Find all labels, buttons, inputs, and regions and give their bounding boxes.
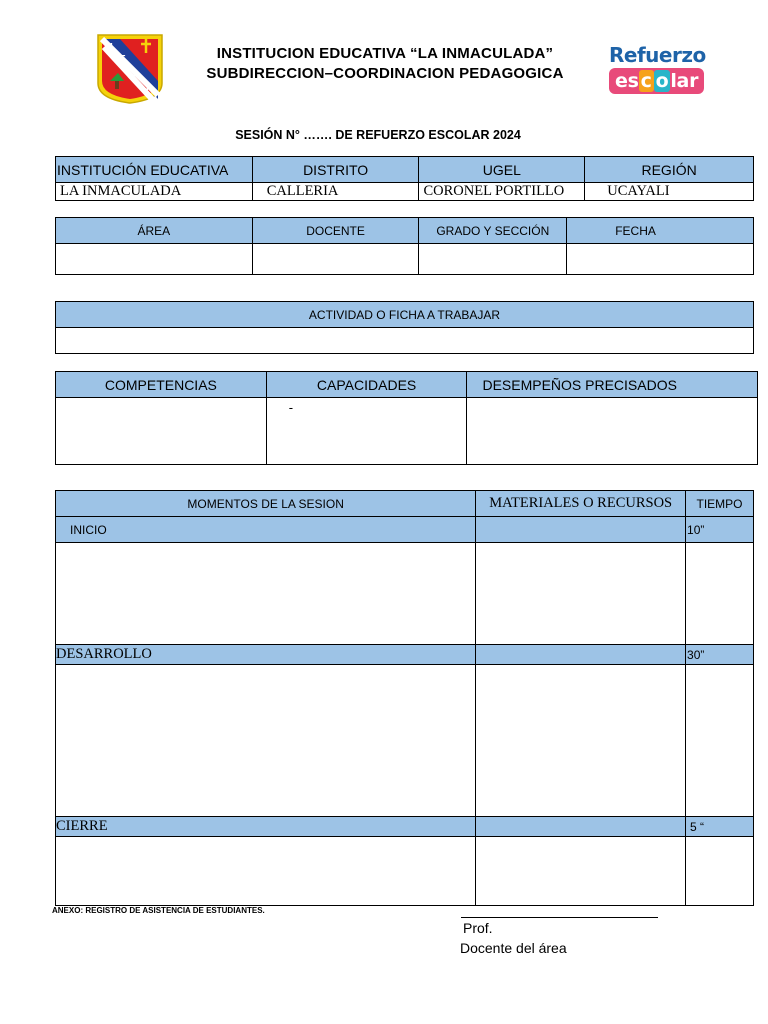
section-time-inicio: 10” <box>686 517 754 543</box>
docente-field[interactable] <box>252 244 419 275</box>
header-line-1: INSTITUCION EDUCATIVA “LA INMACULADA” <box>216 45 554 62</box>
school-crest-logo <box>96 33 164 105</box>
header-area: ÁREA <box>56 218 253 244</box>
header-materiales: MATERIALES O RECURSOS <box>476 491 686 517</box>
inicio-materiales-field[interactable] <box>476 543 686 645</box>
desempenos-field[interactable] <box>467 398 758 465</box>
header-desempenos: DESEMPEÑOS PRECISADOS <box>467 372 758 398</box>
section-time-cierre: 5 “ <box>686 817 754 837</box>
section-row-desarrollo <box>56 645 754 665</box>
section-label-desarrollo: DESARROLLO <box>56 645 476 665</box>
session-title: SESIÓN N° ……. DE REFUERZO ESCOLAR 2024 <box>235 128 521 142</box>
header-grado-seccion: GRADO Y SECCIÓN <box>419 218 567 244</box>
info-value-row <box>56 183 754 201</box>
capacidades-dash: - <box>288 400 294 415</box>
body-row-cierre <box>56 837 754 906</box>
institution-info-table <box>55 156 754 201</box>
header-line-2: SUBDIRECCION–COORDINACION PEDAGOGICA <box>206 65 564 82</box>
moments-table <box>55 490 754 906</box>
value-region: UCAYALI <box>585 183 754 201</box>
refuerzo-escolar-logo <box>609 44 719 100</box>
area-value-row <box>56 244 754 275</box>
section-row-cierre <box>56 817 754 837</box>
signature-prof: Prof. <box>463 920 493 936</box>
annex-note: ANEXO: REGISTRO DE ASISTENCIA DE ESTUDIANTES. <box>52 906 265 915</box>
header-tiempo: TIEMPO <box>686 491 754 517</box>
header-docente: DOCENTE <box>252 218 419 244</box>
crest-letter-4: I. <box>146 82 152 93</box>
actividad-field[interactable] <box>56 328 754 354</box>
area-header-row <box>56 218 754 244</box>
competencies-table <box>55 371 758 465</box>
section-time-desarrollo: 30” <box>686 645 754 665</box>
info-header-row <box>56 157 754 183</box>
competencias-field[interactable] <box>56 398 267 465</box>
logo-escolar-text: es c o lar <box>609 68 704 94</box>
value-ugel: CORONEL PORTILLO <box>419 183 585 201</box>
cierre-materiales-field[interactable] <box>476 837 686 906</box>
logo-refuerzo-text: Refuerzo <box>609 43 706 67</box>
header-institucion: INSTITUCIÓN EDUCATIVA <box>56 157 253 183</box>
value-distrito: CALLERIA <box>252 183 419 201</box>
header-capacidades: CAPACIDADES <box>266 372 467 398</box>
signature-role: Docente del área <box>460 940 567 956</box>
competencies-value-row <box>56 398 758 465</box>
area-field[interactable] <box>56 244 253 275</box>
header-fecha: FECHA <box>567 218 754 244</box>
area-info-table <box>55 217 754 275</box>
desarrollo-momentos-field[interactable] <box>56 665 476 817</box>
section-label-cierre: CIERRE <box>56 817 476 837</box>
activity-table <box>55 301 754 354</box>
section-materiales-cierre <box>476 817 686 837</box>
desarrollo-tiempo-field[interactable] <box>686 665 754 817</box>
signature-line <box>461 917 658 918</box>
header-region: REGIÓN <box>585 157 754 183</box>
header-momentos: MOMENTOS DE LA SESION <box>56 491 476 517</box>
section-materiales-desarrollo <box>476 645 686 665</box>
crest-letter-2: E. <box>119 54 129 65</box>
moments-header-row <box>56 491 754 517</box>
cierre-momentos-field[interactable] <box>56 837 476 906</box>
activity-value-row <box>56 328 754 354</box>
header-distrito: DISTRITO <box>252 157 419 183</box>
grado-seccion-field[interactable] <box>419 244 567 275</box>
value-institucion: LA INMACULADA <box>56 183 253 201</box>
inicio-momentos-field[interactable] <box>56 543 476 645</box>
body-row-inicio <box>56 543 754 645</box>
capacidades-field[interactable] <box>266 398 467 465</box>
desarrollo-materiales-field[interactable] <box>476 665 686 817</box>
cierre-tiempo-field[interactable] <box>686 837 754 906</box>
fecha-field[interactable] <box>567 244 754 275</box>
section-row-inicio <box>56 517 754 543</box>
crest-letter-3: L. <box>133 68 142 79</box>
header-ugel: UGEL <box>419 157 585 183</box>
crest-letter-1: I. <box>110 42 116 53</box>
section-label-inicio: INICIO <box>56 517 476 543</box>
competencies-header-row <box>56 372 758 398</box>
inicio-tiempo-field[interactable] <box>686 543 754 645</box>
header-actividad: ACTIVIDAD O FICHA A TRABAJAR <box>56 302 754 328</box>
body-row-desarrollo <box>56 665 754 817</box>
header-competencias: COMPETENCIAS <box>56 372 267 398</box>
section-materiales-inicio <box>476 517 686 543</box>
header-title <box>170 44 600 84</box>
activity-header-row <box>56 302 754 328</box>
